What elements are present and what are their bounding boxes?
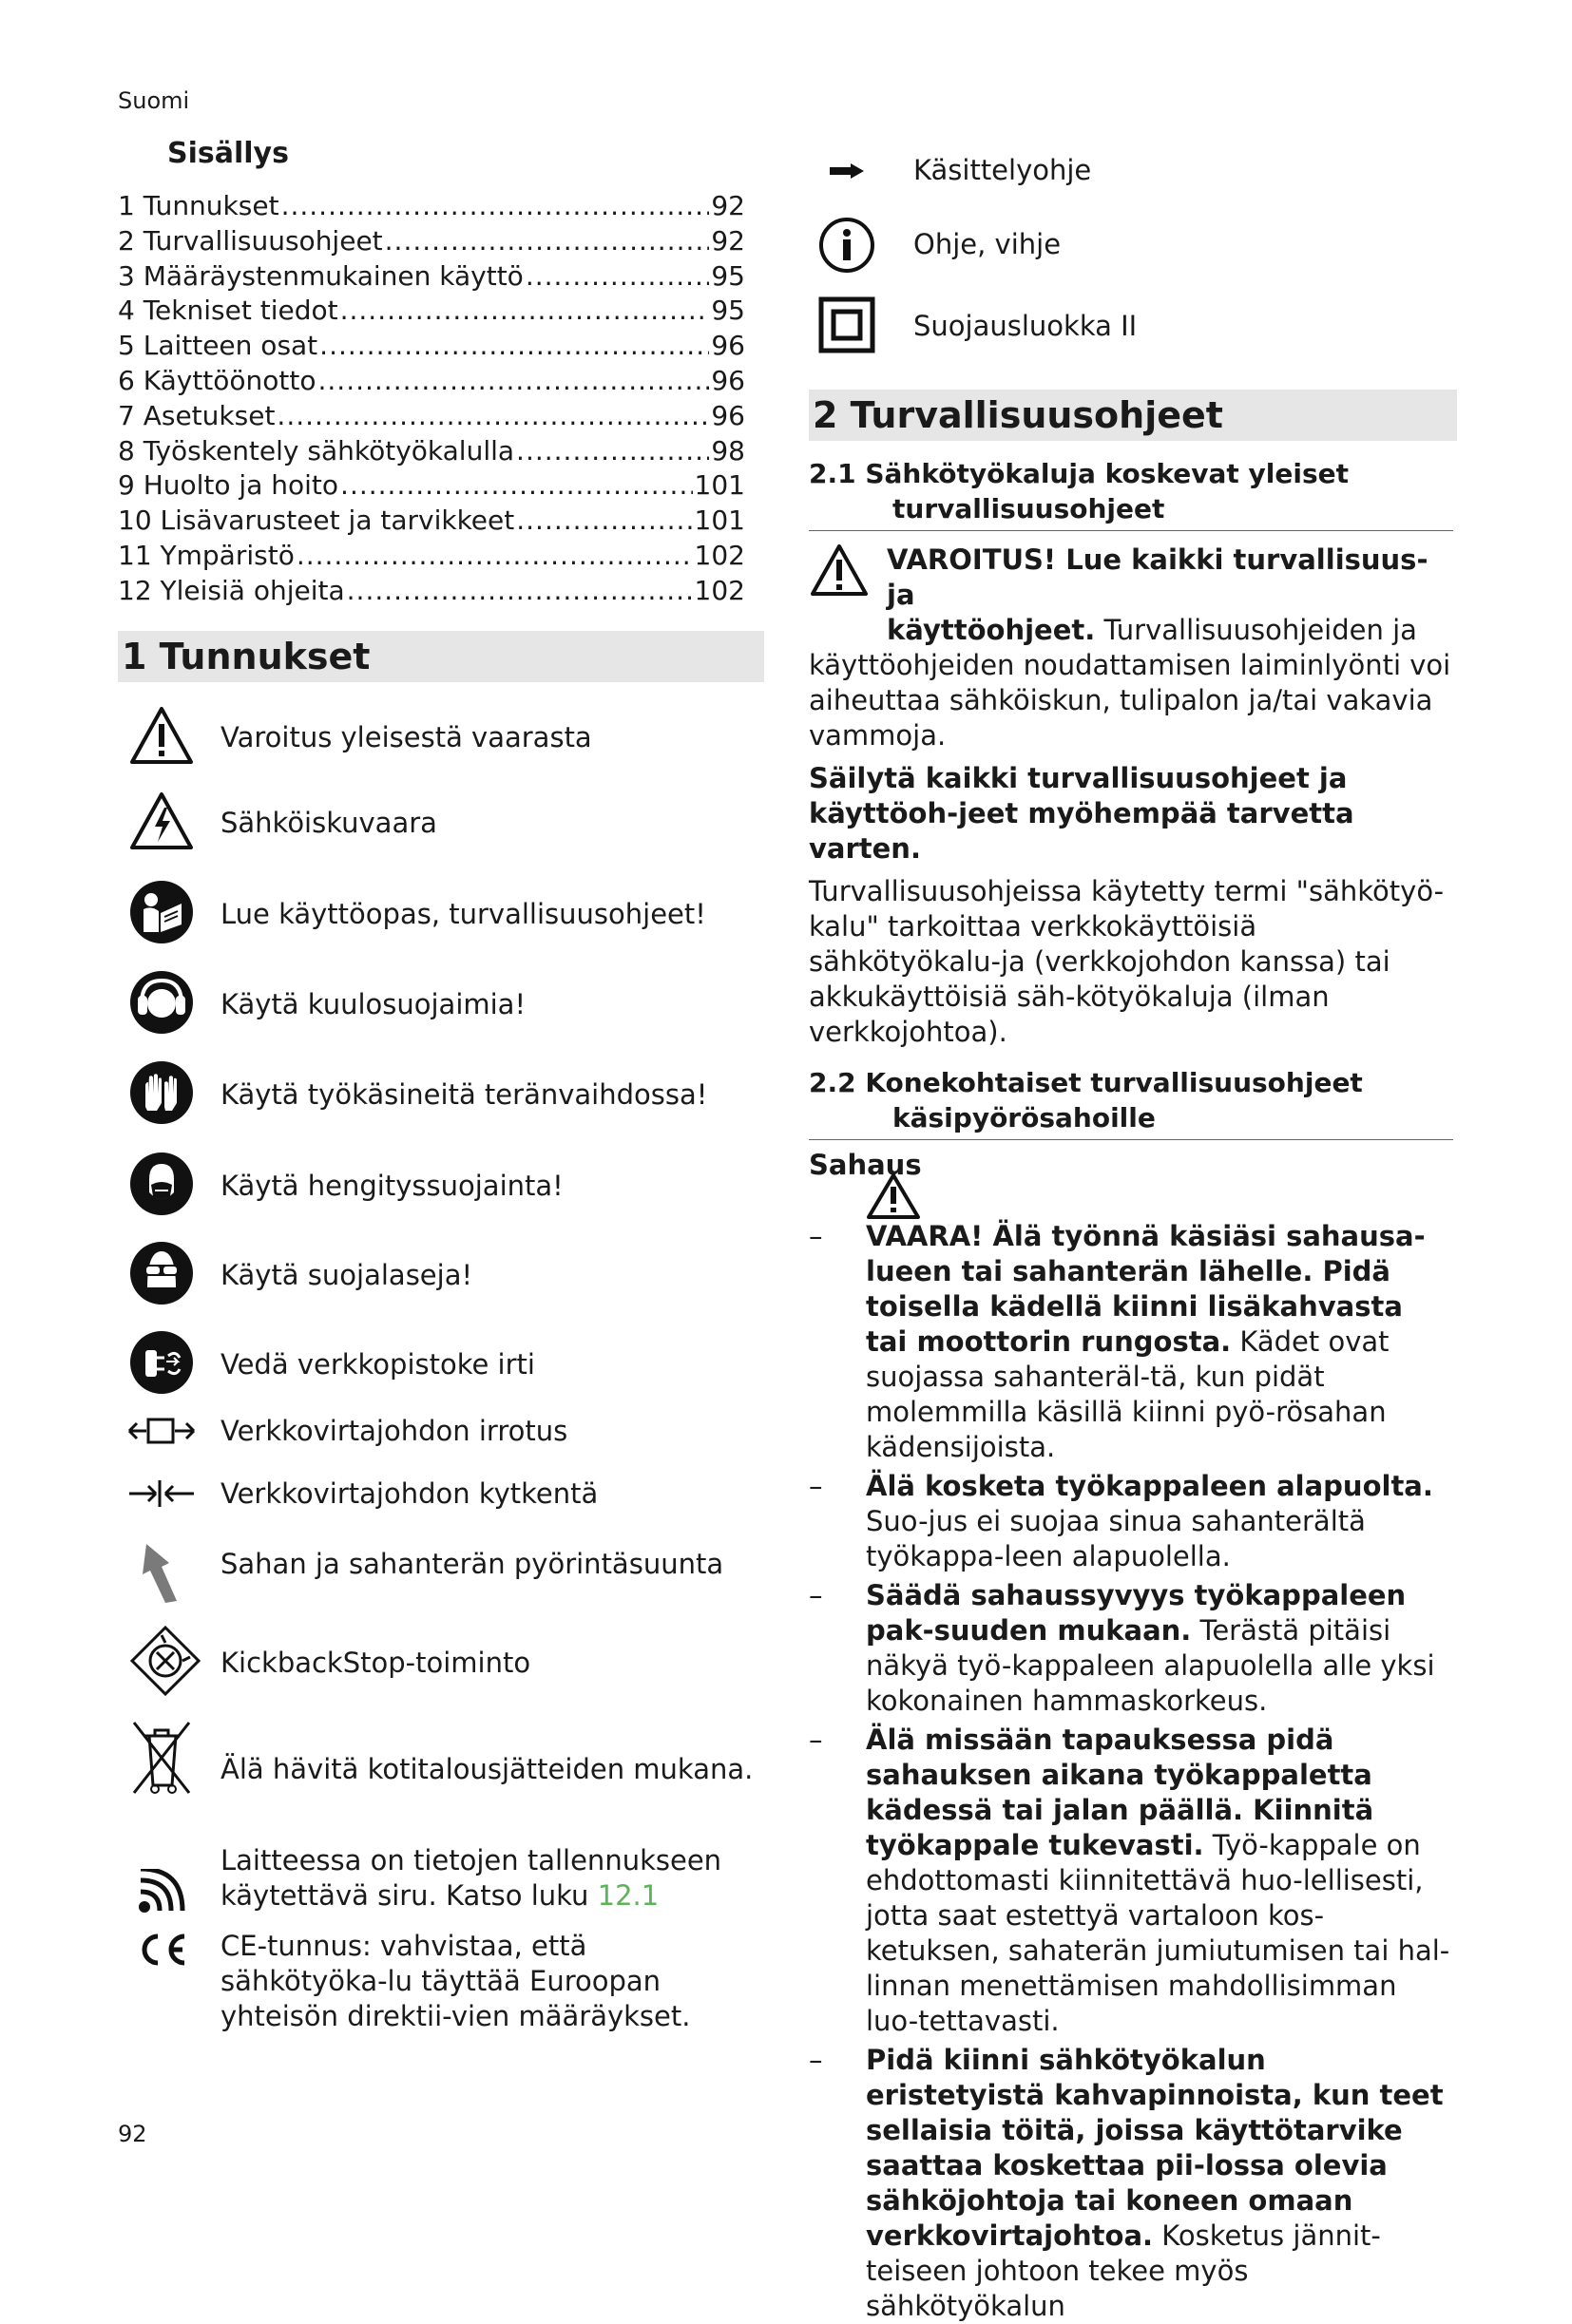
cable-disconnect-icon [127,1412,196,1450]
symbol-text: Käytä hengityssuojainta! [220,1169,564,1202]
toc-leader-dots [297,540,693,571]
warning-triangle-icon [809,543,870,606]
toc-entry-label: 5 Laitteen osat [118,330,318,362]
symbol-text: Käytä työkäsineitä teränvaihdossa! [220,1077,708,1111]
toc-entry[interactable] [118,505,745,540]
toc-entry[interactable] [118,400,745,435]
bullet-text: Suo-jus ei suojaa sinua sahanterältä työkappa-leen alapuolella. [866,1505,1366,1572]
bullet-bold: Älä missään tapauksessa pidä sahauksen aikana työkappaletta kädessä tai jalan päällä. Kiinnitä työkappale tukevasti. [866,1724,1374,1861]
general-warning [809,543,1453,753]
toc-entry-label: 2 Turvallisuusohjeet [118,224,383,257]
bullet-text: Terästä pitäisi näkyä työ-kappaleen alapuolella alle yksi kokonainen hammaskorkeus. [866,1614,1435,1717]
page-header-language: Suomi [118,87,190,114]
gloves-icon [127,1058,196,1127]
toc-entry[interactable] [118,295,745,330]
legend-text: Suojausluokka II [913,310,1138,342]
warning-bold-line1: VAROITUS! Lue kaikki turvallisuus- ja [887,543,1428,611]
bullet-text: Kädet ovat suojassa sahanteräl-tä, kun pidät molemmilla käsillä kiinni pyö-rösahan kädensijoista. [866,1325,1390,1463]
toc-leader-dots [318,365,710,396]
safety-bullet: – Säädä sahaussyvyys työkappaleen pak-suuden mukaan. Terästä pitäisi näkyä työ-kappaleen alapuolella alle yksi kokonainen hammaskorkeus. [809,1579,1435,1717]
toc-entry[interactable] [118,190,745,225]
symbol-text: Lue käyttöopas, turvallisuusohjeet! [220,897,706,930]
toc-entry[interactable] [118,540,745,575]
danger-bullets [809,1187,1453,2324]
toc-entry[interactable] [118,225,745,260]
toc-leader-dots [281,190,710,221]
symbol-text: KickbackStop-toiminto [220,1646,531,1679]
cable-connect-icon [127,1475,196,1513]
toc-entry[interactable] [118,575,745,610]
left-column [118,131,758,2041]
crossed-bin-icon [127,1718,196,1798]
symbol-text [220,1843,758,1914]
respirator-icon [127,1150,196,1218]
subsection-title-line1: 2.2 Konekohtaiset turvallisuusohjeet [809,1067,1363,1098]
toc-leader-dots [319,330,709,361]
ear-protection-icon [127,968,196,1037]
toc-entry[interactable] [118,260,745,295]
toc-leader-dots [277,400,709,431]
toc-entry-page: 102 [694,539,745,571]
term-definition: Turvallisuusohjeissa käytetty termi "sähkötyö-kalu" tarkoittaa verkkokäyttöisiä sähkötyökalu-ja (verkkojohdon kanssa) tai akkukäyttöisiä säh-kötyökaluja (ilman verkkojohtoa). [809,875,1445,1048]
toc-entry[interactable] [118,435,745,470]
toc-entry-label: 8 Työskentely sähkötyökalulla [118,434,515,467]
toc-entry-page: 101 [694,505,745,537]
bullet-text: Työ-kappale on ehdottomasti kiinnitettävä huo-lellisesti, jotta saat estettyä vartaloon kos-ketuksen, sahaterän jumiutumisen tai hal-linnan menettämisen mahdollisimman luo-tettavasti. [866,1829,1450,2037]
chip-text: Laitteessa on tietojen tallennukseen käytettävä siru. Katso luku [220,1843,722,1912]
symbol-text: Sahan ja sahanterän pyörintäsuunta [220,1547,724,1580]
bullet-bold: Pidä kiinni sähkötyökalun eristetyistä kahvapinnoista, kun teet sellaisia töitä, joissa käyttötarvike saattaa koskettaa pii-lossa olevia sähköjohtoja tai koneen omaan verkkovirtajohtoa. [866,2044,1444,2252]
toc-entry-label: 6 Käyttöönotto [118,364,316,396]
safety-glasses-icon [127,1239,196,1307]
unplug-icon [127,1328,196,1397]
subsection-title-line2: käsipyörösahoille [892,1102,1156,1133]
toc-entry-label: 10 Lisävarusteet ja tarvikkeet [118,505,515,537]
toc-entry-page: 102 [694,574,745,606]
safety-bullet: – Älä missään tapauksessa pidä sahauksen aikana työkappaletta kädessä tai jalan päällä. Kiinnitä työkappale tukevasti. Työ-kappale on ehdottomasti kiinnitettävä huo-lellisesti, jotta saat estettyä vartaloon kos-ketuksen, sahaterän jumiutumisen tai hal-linnan menettämisen mahdollisimman luo-tettavasti. [809,1724,1450,2037]
subsection-title-line1: 2.1 Sähkötyökaluja koskevat yleiset [809,458,1349,489]
info-icon [818,217,875,274]
toc-leader-dots [340,295,710,326]
toc-entry-page: 95 [711,259,745,292]
symbol-text: Käytä suojalaseja! [220,1258,473,1291]
toc-entry-label: 1 Tunnukset [118,190,279,221]
subsection-heading-2-1 [809,456,1453,531]
toc-leader-dots [516,435,709,467]
bullet-bold: Älä kosketa työkappaleen alapuolta. [866,1470,1433,1502]
arrow-icon [818,143,875,200]
legend-row [809,217,1453,291]
legend-text: Ohje, vihje [913,228,1062,260]
toc-entry-page: 101 [694,469,745,502]
read-manual-icon [127,878,196,946]
keep-instructions: Säilytä kaikki turvallisuusohjeet ja käyttöoh-jeet myöhempää tarvetta varten. [809,762,1354,865]
symbol-text: CE-tunnus: vahvistaa, että sähkötyöka-lu täyttää Euroopan yhteisön direktii-vien määräykset. [220,1929,691,2032]
toc-leader-dots [526,260,710,292]
toc-entry-page: 92 [711,224,745,257]
protection-class-ii-icon [818,296,875,353]
toc-entry-label: 4 Tekniset tiedot [118,295,338,327]
toc-entry[interactable] [118,365,745,400]
toc-title: Sisällys [167,137,289,170]
legend-row [809,143,1453,217]
rotation-direction-icon [127,1537,196,1606]
legend-text: Käsittelyohje [913,154,1092,186]
subsection-title-line2: turvallisuusohjeet [892,493,1165,524]
sawing-heading: Sahaus [809,1149,922,1181]
toc-entry[interactable] [118,469,745,505]
warning-triangle-icon [127,703,196,768]
toc-entry-label: 12 Yleisiä ohjeita [118,574,345,606]
toc-entry-label: 3 Määräystenmukainen käyttö [118,259,524,292]
legend-row [809,291,1453,378]
warning-text: Turvallisuusohjeiden ja käyttöohjeiden noudattamisen laiminlyönti voi aiheuttaa sähköiskun, tulipalon ja/tai vakavia vammoja. [809,614,1451,752]
toc-entry-page: 96 [711,399,745,431]
symbol-text: Sähköiskuvaara [220,806,437,839]
symbol-text: Verkkovirtajohdon irrotus [220,1414,568,1447]
safety-bullet: – Älä kosketa työkappaleen alapuolta. Suo-jus ei suojaa sinua sahanterältä työkappa-leen alapuolella. [809,1470,1433,1572]
kickbackstop-icon [127,1623,203,1699]
symbol-text: Älä hävitä kotitalousjätteiden mukana. [220,1752,754,1785]
toc-entry-page: 92 [711,190,745,221]
toc-entry-page: 98 [711,434,745,467]
section-heading-2: 2 Turvallisuusohjeet [809,390,1457,441]
safety-bullet: – VAARA! Älä työnnä käsiäsi sahausa-lueen tai sahanterän lähelle. Pidä toisella kädellä kiinni lisäkahvasta tai moottorin rungosta. Kädet ovat suojassa sahanteräl-tä, kun pidät molemmilla käsillä kiinni pyö-rösahan kädensijoista. [809,1220,1426,1463]
electric-shock-icon [127,789,196,853]
toc-leader-dots [340,469,693,501]
toc-leader-dots [516,505,692,536]
symbol-text: Verkkovirtajohdon kytkentä [220,1476,599,1510]
bullet-bold: Säädä sahaussyvyys työkappaleen pak-suuden mukaan. [866,1579,1407,1647]
page-number: 92 [118,2121,147,2147]
safety-bullet: – Pidä kiinni sähkötyökalun eristetyistä kahvapinnoista, kun teet sellaisia töitä, joissa käyttötarvike saattaa koskettaa pii-lossa olevia sähköjohtoja tai koneen omaan verkkovirtajohtoa. Kosketus jännit-teiseen johtoon tekee myös sähkötyökalun [809,2044,1444,2322]
toc-entry-label: 7 Asetukset [118,399,276,431]
right-column [809,143,1453,2324]
warning-bold-line2: käyttöohjeet. [887,614,1096,646]
symbol-text: Vedä verkkopistoke irti [220,1347,535,1381]
table-of-contents [118,190,745,610]
symbol-text: Käytä kuulosuojaimia! [220,987,527,1020]
toc-entry-page: 96 [711,330,745,362]
toc-leader-dots [385,225,710,257]
toc-entry-label: 11 Ympäristö [118,539,295,571]
chapter-link[interactable]: 12.1 [597,1878,660,1912]
subsection-heading-2-2 [809,1065,1453,1140]
ce-mark-icon [127,1929,196,1971]
toc-entry[interactable] [118,330,745,365]
rfid-chip-icon [127,1864,196,1921]
toc-leader-dots [347,575,693,606]
symbol-list [118,682,758,2041]
section-heading-1: 1 Tunnukset [118,631,764,682]
bullet-text: Kosketus jännit-teiseen johtoon tekee myös sähkötyökalun [866,2219,1381,2322]
bullet-bold: VAARA! Älä työnnä käsiäsi sahausa-lueen tai sahanterän lähelle. Pidä toisella kädellä kiinni lisäkahvasta tai moottorin rungosta. [866,1220,1426,1358]
toc-entry-label: 9 Huolto ja hoito [118,469,339,502]
toc-entry-page: 96 [711,364,745,396]
toc-entry-page: 95 [711,295,745,327]
symbol-text: Varoitus yleisestä vaarasta [220,720,592,753]
